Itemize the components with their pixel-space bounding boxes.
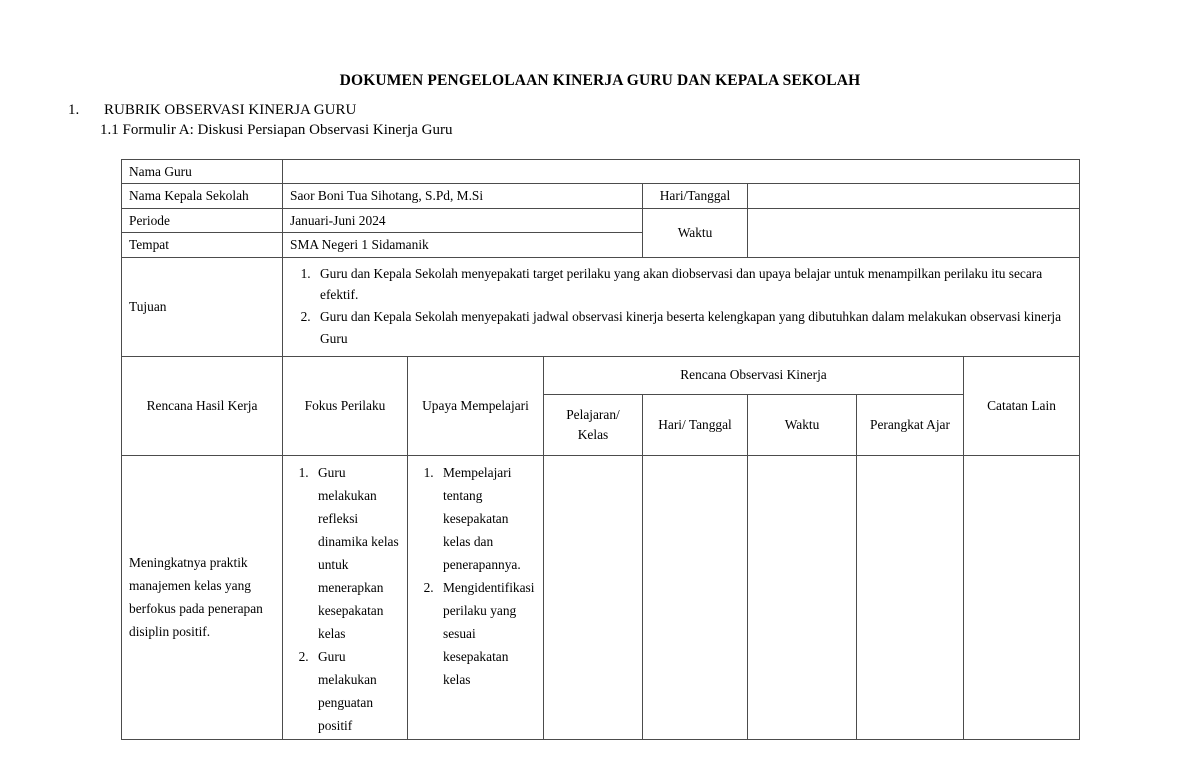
- value-nama-guru[interactable]: [283, 160, 1080, 184]
- label-waktu: Waktu: [643, 208, 748, 257]
- value-periode[interactable]: Januari-Juni 2024: [283, 208, 643, 232]
- header-waktu: Waktu: [748, 394, 857, 455]
- cell-rencana-hasil-kerja: [122, 455, 283, 740]
- cell-pelajaran-kelas[interactable]: [544, 455, 643, 740]
- table-row-tujuan: [122, 257, 1080, 356]
- header-catatan-lain: Catatan Lain: [964, 356, 1080, 455]
- cell-perangkat-ajar[interactable]: [857, 455, 964, 740]
- cell-waktu[interactable]: [748, 455, 857, 740]
- label-tempat: Tempat: [122, 233, 283, 257]
- formulir-a-table: [121, 159, 1080, 740]
- value-nama-kepala-sekolah[interactable]: Saor Boni Tua Sihotang, S.Pd, M.Si: [283, 184, 643, 208]
- value-tempat[interactable]: SMA Negeri 1 Sidamanik: [283, 233, 643, 257]
- list-item: 1. Mempelajari tentang kesepakatan kelas dan penerapannya.: [437, 461, 536, 576]
- cell-text: Meningkatnya praktik manajemen kelas yang berfokus pada penerapan disiplin positif.: [129, 555, 263, 640]
- table-row-nama-kepala-sekolah: [122, 184, 1080, 208]
- value-tujuan: [283, 257, 1080, 356]
- list-item: 2. Guru dan Kepala Sekolah menyepakati jadwal observasi kinerja beserta kelengkapan yang dibutuhkan dalam melakukan observasi kinerja Guru: [314, 306, 1072, 349]
- header-perangkat-ajar: Perangkat Ajar: [857, 394, 964, 455]
- header-rencana-hasil-kerja: Rencana Hasil Kerja: [122, 356, 283, 455]
- list-item: 2. Guru melakukan penguatan positif: [312, 645, 400, 737]
- page-title: DOKUMEN PENGELOLAAN KINERJA GURU DAN KEPALA SEKOLAH: [339, 72, 861, 89]
- grid-header-row-1: [122, 356, 1080, 394]
- section-title: RUBRIK OBSERVASI KINERJA GURU: [104, 102, 357, 118]
- header-rencana-observasi-kinerja: Rencana Observasi Kinerja: [544, 356, 964, 394]
- value-waktu[interactable]: [748, 208, 1080, 257]
- cell-fokus-perilaku: [283, 455, 408, 740]
- list-item: 2. Mengidentifikasi perilaku yang sesuai kesepakatan kelas: [437, 576, 536, 691]
- section-heading-1: [68, 102, 1068, 119]
- label-nama-guru: Nama Guru: [122, 160, 283, 184]
- upaya-mempelajari-list: [415, 461, 536, 691]
- section-number: 1.: [68, 102, 80, 118]
- tujuan-list: [290, 263, 1072, 350]
- header-pelajaran-kelas: Pelajaran/ Kelas: [544, 394, 643, 455]
- header-hari-tanggal: Hari/ Tanggal: [643, 394, 748, 455]
- header-upaya-mempelajari: Upaya Mempelajari: [408, 356, 544, 455]
- cell-catatan-lain[interactable]: [964, 455, 1080, 740]
- subsection-heading: 1.1 Formulir A: Diskusi Persiapan Observasi Kinerja Guru: [100, 122, 453, 138]
- label-hari-tanggal: Hari/Tanggal: [643, 184, 748, 208]
- table-row-periode: [122, 208, 1080, 232]
- header-fokus-perilaku: Fokus Perilaku: [283, 356, 408, 455]
- label-tujuan: Tujuan: [122, 257, 283, 356]
- fokus-perilaku-list: [290, 461, 400, 738]
- grid-data-row: [122, 455, 1080, 740]
- cell-upaya-mempelajari: [408, 455, 544, 740]
- label-periode: Periode: [122, 208, 283, 232]
- cell-hari-tanggal[interactable]: [643, 455, 748, 740]
- list-item: 1. Guru dan Kepala Sekolah menyepakati target perilaku yang akan diobservasi dan upaya belajar untuk menampilkan perilaku itu secara efektif.: [314, 263, 1072, 306]
- value-hari-tanggal[interactable]: [748, 184, 1080, 208]
- list-item: 1. Guru melakukan refleksi dinamika kelas untuk menerapkan kesepakatan kelas: [312, 461, 400, 645]
- label-nama-kepala-sekolah: Nama Kepala Sekolah: [122, 184, 283, 208]
- table-row-nama-guru: [122, 160, 1080, 184]
